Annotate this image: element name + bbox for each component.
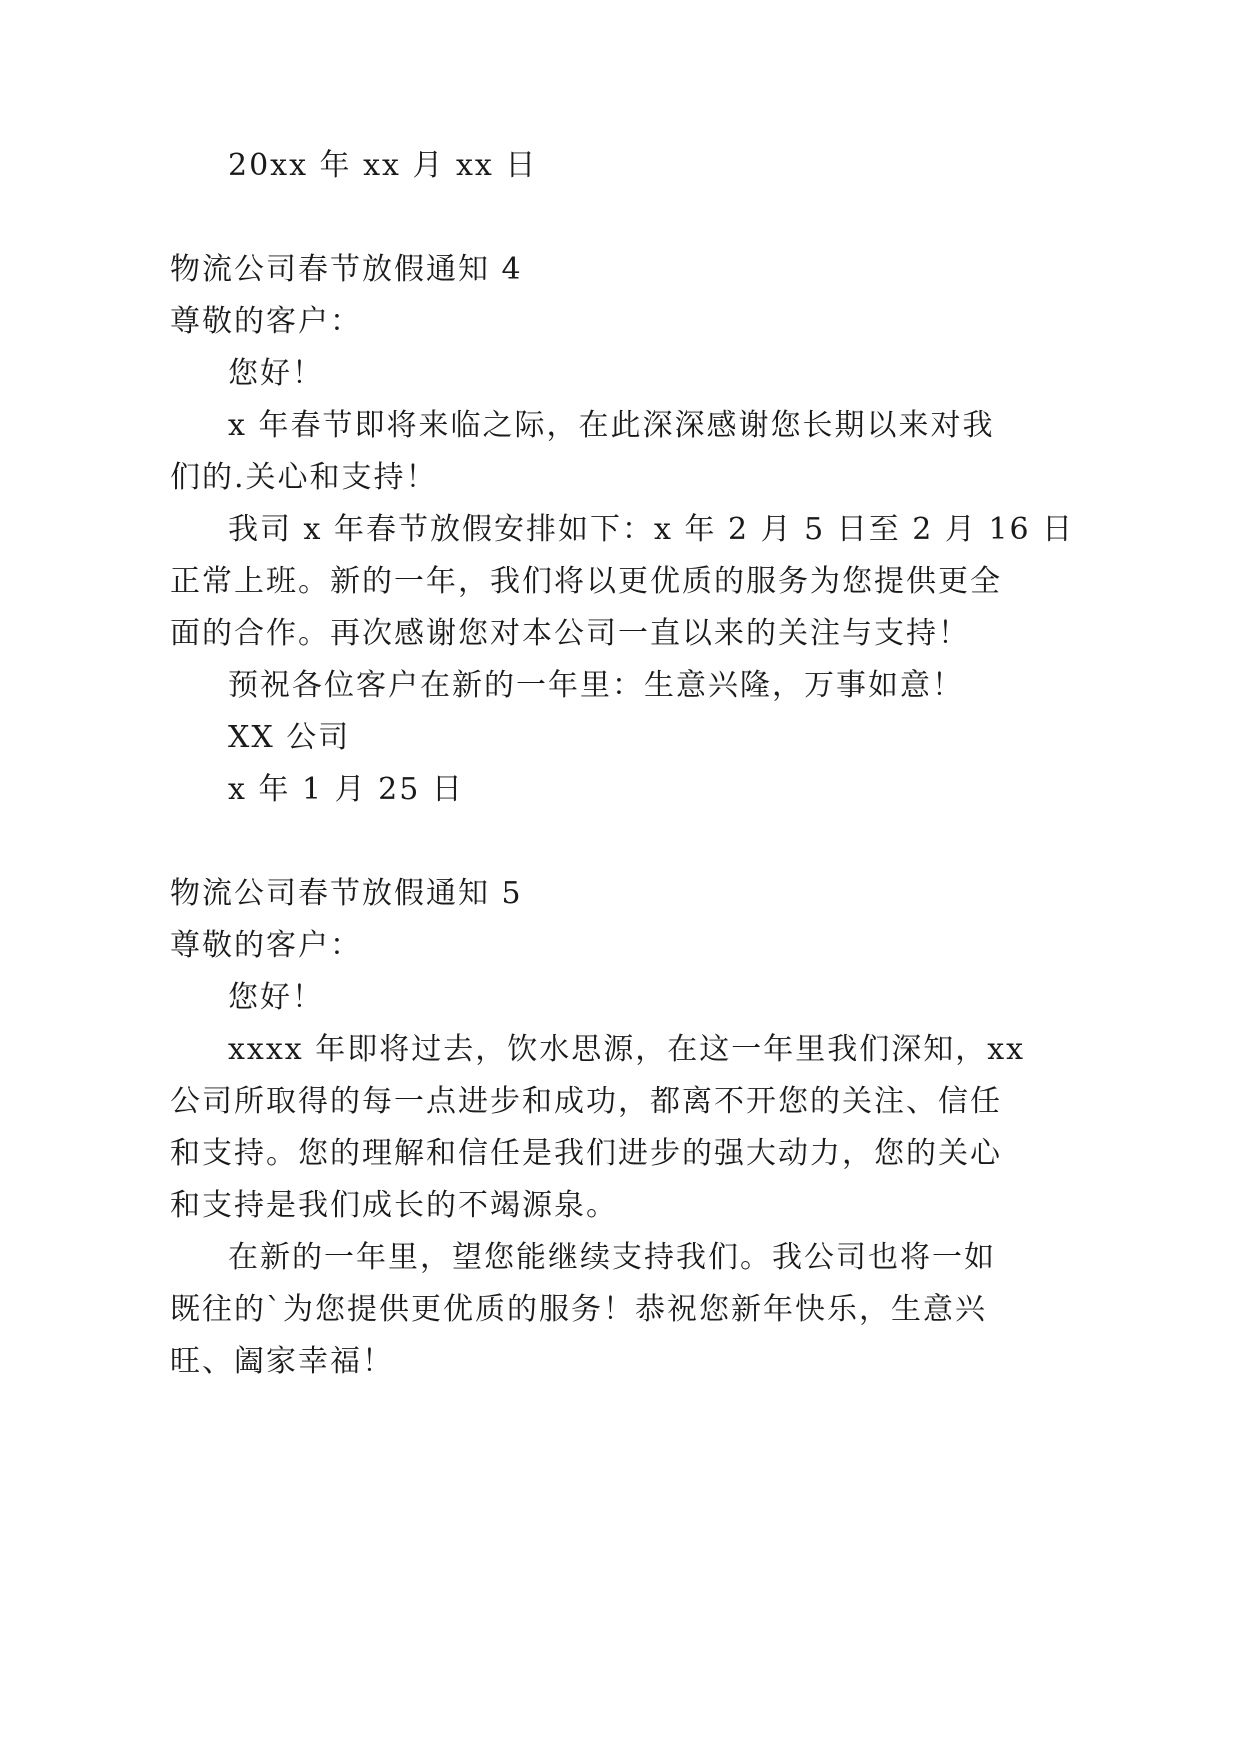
- notice-5-paragraph-2-line-1: 在新的一年里，望您能继续支持我们。我公司也将一如: [228, 1240, 996, 1275]
- notice-4-paragraph-1-line-2: 们的.关心和支持！: [170, 460, 438, 495]
- notice-4-paragraph-2-line-2: 正常上班。新的一年，我们将以更优质的服务为您提供更全: [170, 564, 1002, 599]
- notice-4-wishes: 预祝各位客户在新的一年里：生意兴隆，万事如意！: [228, 668, 964, 703]
- notice-5-greeting: 您好！: [228, 980, 324, 1015]
- notice-5-paragraph-1-line-3: 和支持。您的理解和信任是我们进步的强大动力，您的关心: [170, 1136, 1002, 1171]
- notice-4-paragraph-1-line-1: x 年春节即将来临之际，在此深深感谢您长期以来对我: [228, 408, 995, 443]
- notice-4-title: 物流公司春节放假通知 4: [170, 252, 523, 287]
- previous-notice-date: 20xx 年 xx 月 xx 日: [228, 148, 538, 183]
- notice-5-paragraph-1-line-1: xxxx 年即将过去，饮水思源，在这一年里我们深知，xx: [228, 1032, 1026, 1067]
- notice-5-salutation: 尊敬的客户：: [170, 928, 362, 963]
- notice-5-paragraph-2-line-2: 既往的`为您提供更优质的服务！恭祝您新年快乐，生意兴: [170, 1292, 987, 1327]
- notice-5-title: 物流公司春节放假通知 5: [170, 876, 523, 911]
- notice-4-salutation: 尊敬的客户：: [170, 304, 362, 339]
- notice-5-paragraph-1-line-2: 公司所取得的每一点进步和成功，都离不开您的关注、信任: [170, 1084, 1002, 1119]
- notice-5-paragraph-1-line-4: 和支持是我们成长的不竭源泉。: [170, 1188, 618, 1223]
- notice-4-greeting: 您好！: [228, 356, 324, 391]
- notice-4-paragraph-2-line-1: 我司 x 年春节放假安排如下：x 年 2 月 5 日至 2 月 16 日: [228, 512, 1075, 547]
- notice-5-paragraph-2-line-3: 旺、阖家幸福！: [170, 1344, 394, 1379]
- notice-4-signature: XX 公司: [228, 720, 351, 755]
- notice-4-paragraph-2-line-3: 面的合作。再次感谢您对本公司一直以来的关注与支持！: [170, 616, 970, 651]
- notice-4-date: x 年 1 月 25 日: [228, 772, 464, 807]
